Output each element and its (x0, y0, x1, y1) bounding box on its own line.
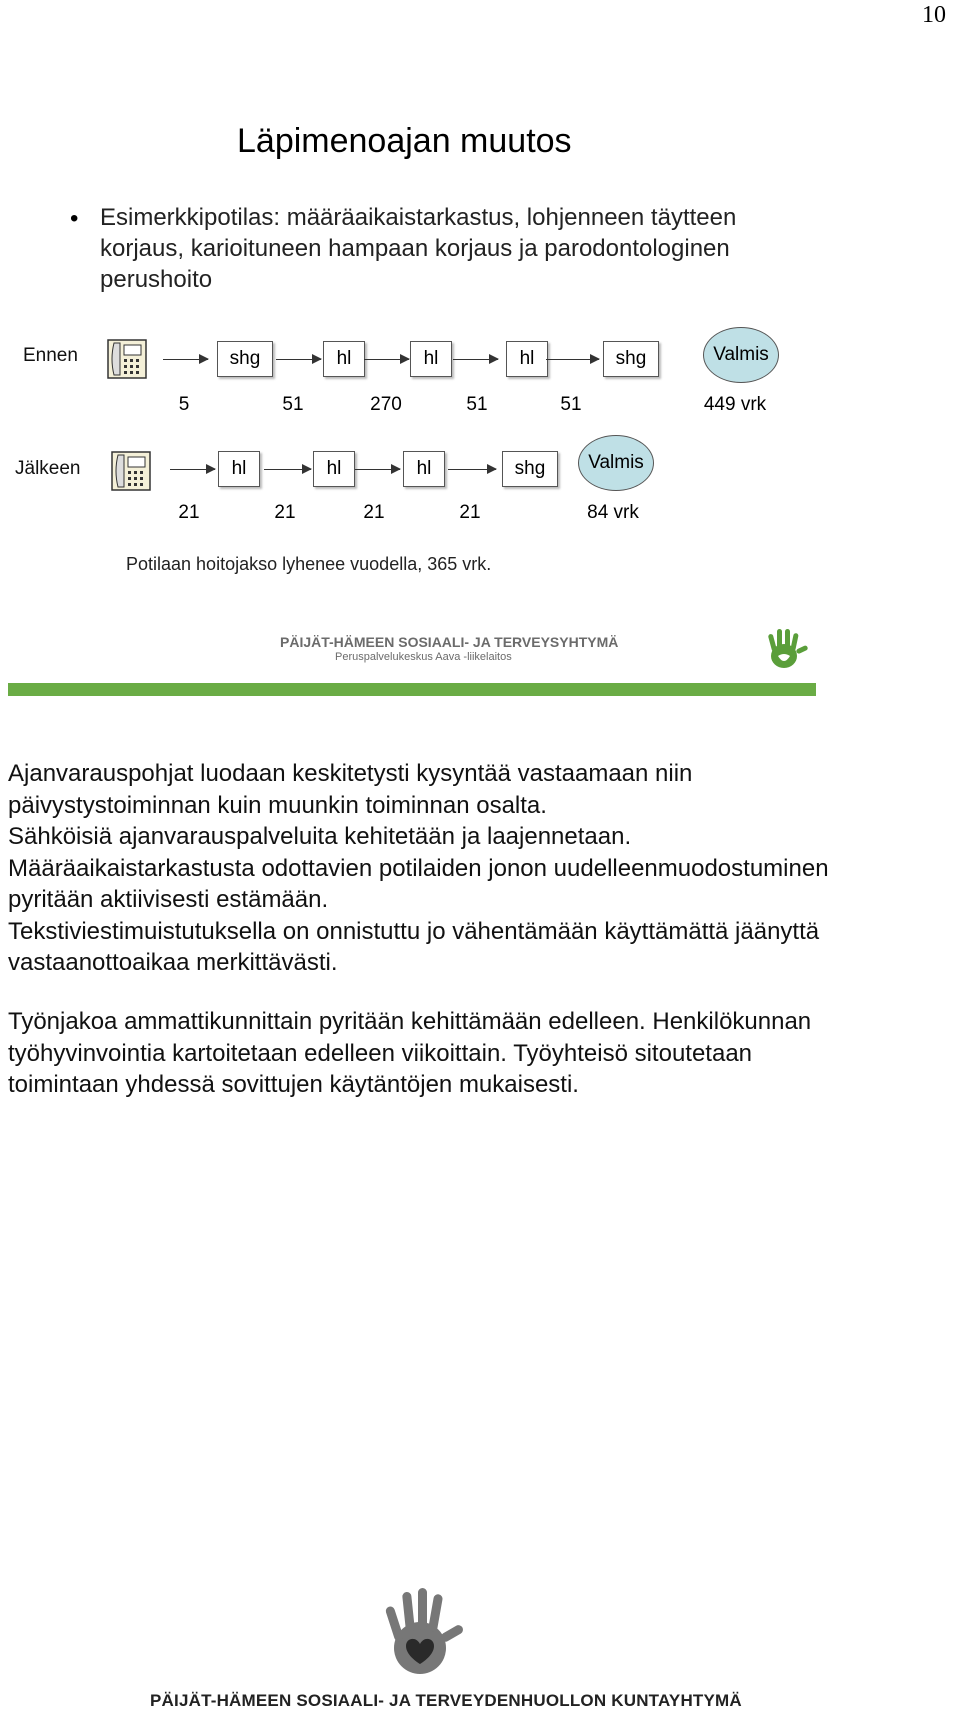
step-box: shg (217, 341, 273, 377)
text-line: Ajanvarauspohjat luodaan keskitetysti kysyntää vastaamaan niin (8, 760, 693, 787)
bullet-text: Esimerkkipotilas: määräaikaistarkastus, lohjenneen täytteen korjaus, karioituneen hampaan korjaus ja parodontologinen perushoito (100, 204, 737, 293)
text-line: vastaanottoaikaa merkittävästi. (8, 949, 338, 976)
duration-value: 21 (178, 502, 200, 523)
slide-title: Läpimenoajan muutos (237, 122, 572, 160)
total-duration: 449 vrk (703, 394, 767, 415)
arrow (546, 359, 599, 360)
text-line: Määräaikaistarkastusta odottavien potilaiden jonon uudelleenmuodostuminen (8, 854, 829, 882)
paragraph-2 (8, 1006, 948, 1101)
summary-text: Potilaan hoitojakso lyhenee vuodella, 365 vrk. (126, 554, 492, 574)
text-line: päivystystoiminnan kuin muunkin toiminnan osalta. (8, 791, 547, 819)
org-name: PÄIJÄT-HÄMEEN SOSIAALI- JA TERVEYSYHTYMÄ (280, 634, 619, 650)
total-duration: 84 vrk (587, 502, 639, 523)
duration-value: 21 (363, 502, 385, 523)
duration-value: 5 (178, 394, 190, 415)
step-box: shg (603, 341, 659, 377)
step-box: hl (410, 341, 452, 377)
arrow (453, 359, 498, 360)
duration-value: 51 (560, 394, 582, 415)
step-box: hl (506, 341, 548, 377)
phone-icon (107, 339, 147, 379)
text-line: pyritään aktiivisesti estämään. (8, 886, 329, 913)
accent-bar (8, 683, 816, 696)
arrow (163, 359, 208, 360)
step-box: hl (218, 451, 260, 487)
page-number: 10 (922, 2, 946, 28)
row-label-after: Jälkeen (15, 458, 81, 479)
row-label-before: Ennen (23, 345, 78, 366)
step-box: hl (323, 341, 365, 377)
step-box: shg (502, 451, 558, 487)
org-subtitle: Peruspalvelukeskus Aava -liikelaitos (335, 651, 512, 663)
hand-logo-icon (760, 626, 810, 674)
done-oval: Valmis (578, 435, 654, 491)
step-box: hl (313, 451, 355, 487)
duration-value: 51 (466, 394, 488, 415)
phone-icon (111, 451, 151, 491)
bullet-marker: • (70, 205, 79, 232)
footer-hand-logo-icon (370, 1586, 470, 1684)
footer-org-name: PÄIJÄT-HÄMEEN SOSIAALI- JA TERVEYDENHUOLLON KUNTAYHTYMÄ (150, 1691, 742, 1710)
arrow (364, 359, 409, 360)
arrow (355, 469, 400, 470)
duration-value: 21 (274, 502, 296, 523)
arrow (276, 359, 321, 360)
duration-value: 270 (370, 394, 402, 415)
done-oval: Valmis (703, 327, 779, 383)
duration-value: 21 (459, 502, 481, 523)
arrow (448, 469, 496, 470)
arrow (170, 469, 215, 470)
text-line: toimintaan yhdessä sovittujen käytäntöjen mukaisesti. (8, 1071, 579, 1098)
text-line: työhyvinvointia kartoitetaan edelleen viikoittain. Työyhteisö sitoutetaan (8, 1039, 753, 1067)
paragraph-1 (8, 758, 948, 979)
text-line: Työnjakoa ammattikunnittain pyritään kehittämään edelleen. Henkilökunnan (8, 1008, 812, 1035)
arrow (264, 469, 311, 470)
step-box: hl (403, 451, 445, 487)
text-line: Tekstiviestimuistutuksella on onnistuttu jo vähentämään käyttämättä jäänyttä (8, 917, 820, 945)
text-line: Sähköisiä ajanvarauspalveluita kehitetään ja laajennetaan. (8, 823, 632, 850)
duration-value: 51 (282, 394, 304, 415)
